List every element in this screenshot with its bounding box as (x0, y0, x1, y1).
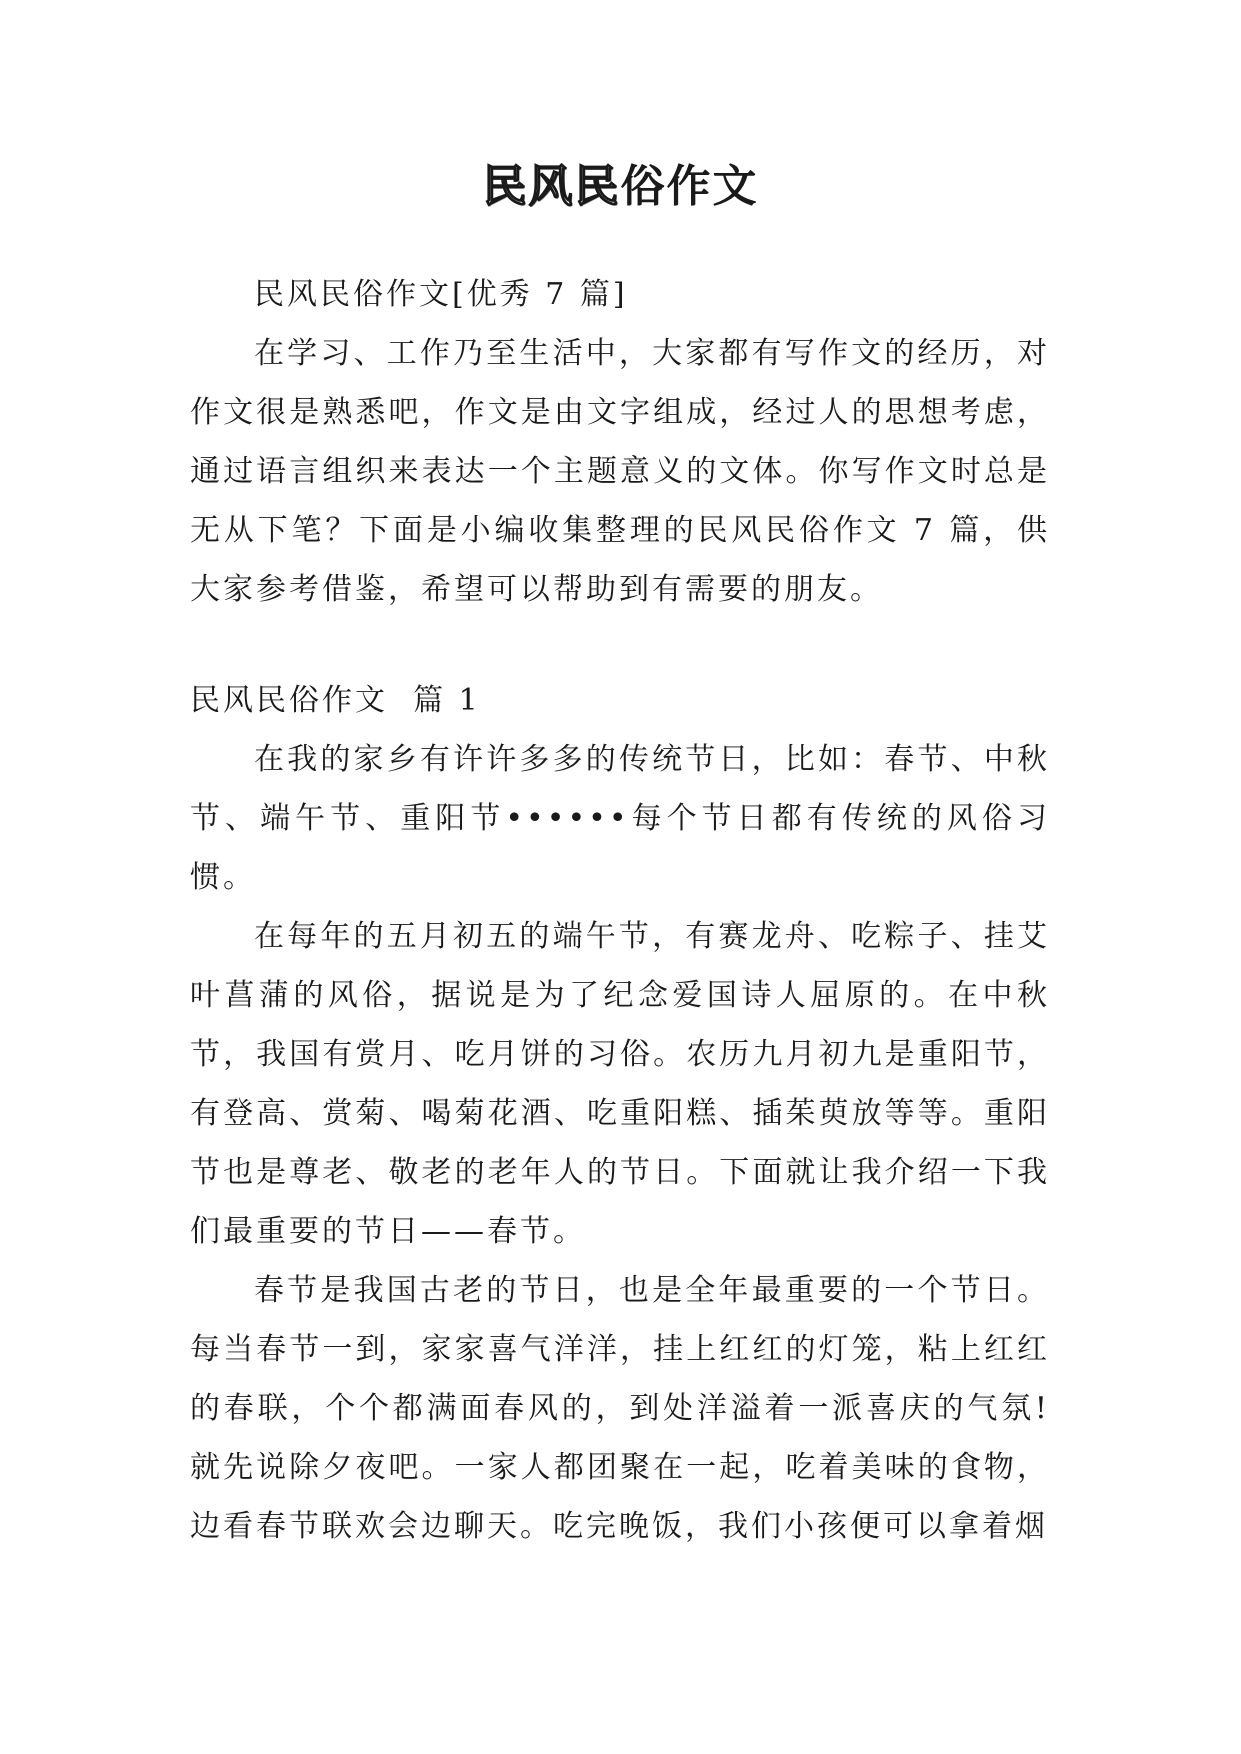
document-title-outlined-part: 民风民 (482, 161, 621, 212)
body-paragraph-3: 春节是我国古老的节日，也是全年最重要的一个节日。每当春节一到，家家喜气洋洋，挂上红红的灯笼，粘上红红的春联，个个都满面春风的，到处洋溢着一派喜庆的气氛!就先说除夕夜吧。一家人都团聚在一起，吃着美味的食物，边看春节联欢会边聊天。吃完晚饭，我们小孩便可以拿着烟 (190, 1273, 1050, 1544)
document-subtitle: 民风民俗作文[优秀 7 篇] (254, 277, 628, 312)
document-title (0, 150, 1241, 214)
section-spacer (190, 619, 1050, 671)
section-heading: 民风民俗作文 篇 1 (190, 683, 481, 718)
document-body (190, 265, 1050, 1556)
body-paragraph-2: 在每年的五月初五的端午节，有赛龙舟、吃粽子、挂艾叶菖蒲的风俗，据说是为了纪念爱国诗人屈原的。在中秋节，我国有赏月、吃月饼的习俗。农历九月初九是重阳节，有登高、赏菊、喝菊花酒、吃重阳糕、插茱萸放等等。重阳节也是尊老、敬老的老年人的节日。下面就让我介绍一下我们最重要的节日——春节。 (190, 919, 1050, 1249)
body-paragraph-1: 在我的家乡有许许多多的传统节日，比如：春节、中秋节、端午节、重阳节••••••每个节日都有传统的风俗习惯。 (190, 742, 1050, 895)
document-title-solid-part: 俗作文 (620, 161, 759, 212)
intro-paragraph: 在学习、工作乃至生活中，大家都有写作文的经历，对作文很是熟悉吧，作文是由文字组成，经过人的思想考虑，通过语言组织来表达一个主题意义的文体。你写作文时总是无从下笔？下面是小编收集整理的民风民俗作文 7 篇，供大家参考借鉴，希望可以帮助到有需要的朋友。 (190, 336, 1050, 607)
